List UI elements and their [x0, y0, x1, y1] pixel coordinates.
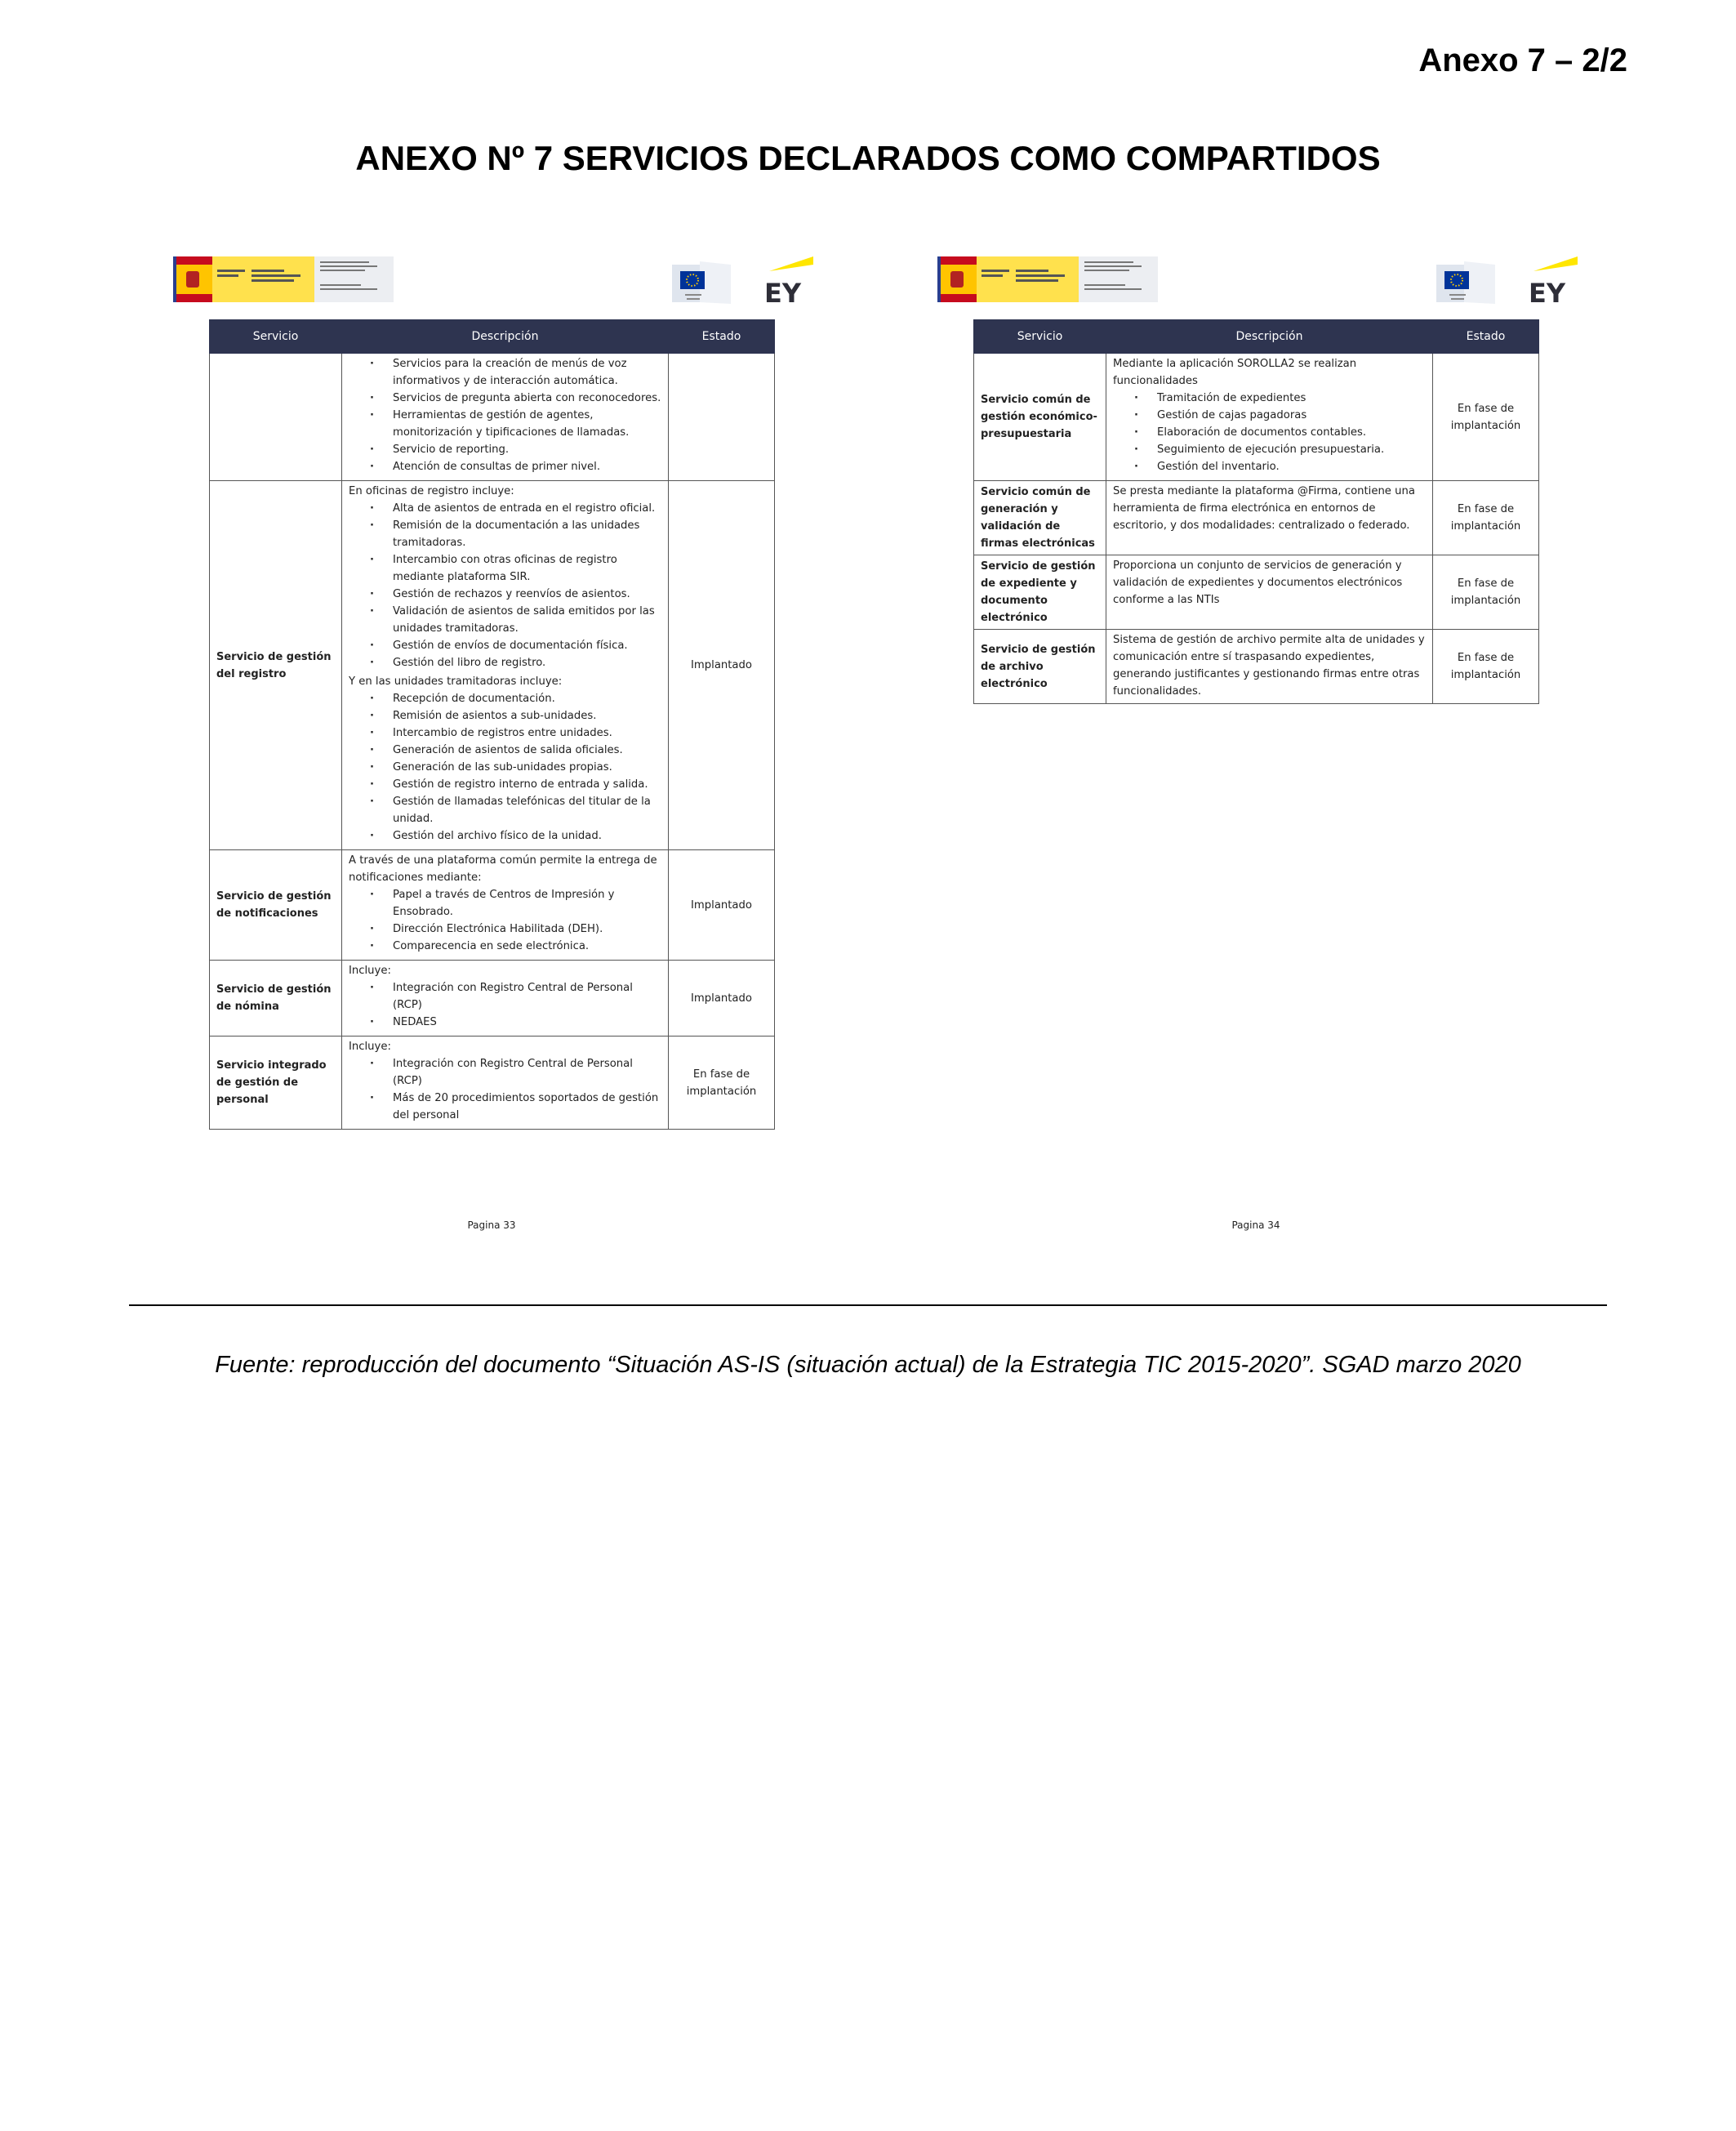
service-status: En fase de implantación [1433, 481, 1539, 555]
service-status: Implantado [669, 481, 775, 850]
description-item: · Generación de las sub-unidades propias. [349, 759, 661, 776]
services-table [973, 319, 1539, 704]
annex-label: Anexo 7 – 2/2 [1418, 42, 1627, 78]
table-row [210, 354, 775, 481]
description-item: · Herramientas de gestión de agentes, monitorización y tipificaciones de llamadas. [349, 407, 661, 441]
svg-text:EY: EY [1529, 278, 1566, 307]
description-intro: Y en las unidades tramitadoras incluye: [349, 675, 563, 688]
service-name: Servicio de gestión de notificaciones [210, 850, 342, 961]
table-row [210, 961, 775, 1037]
description-intro: Se presta mediante la plataforma @Firma, contiene una herramienta de firma electrónica en entornos de escritorio, y dos modalidades: centralizado o federado. [1113, 485, 1415, 532]
description-item: · Gestión del libro de registro. [349, 654, 661, 671]
description-item: · Integración con Registro Central de Personal (RCP) [349, 1055, 661, 1090]
description-item: · Gestión de envíos de documentación física. [349, 637, 661, 654]
description-intro: Incluye: [349, 965, 391, 977]
service-name [210, 354, 342, 481]
description-item: · Elaboración de documentos contables. [1113, 424, 1426, 441]
table-row [210, 1037, 775, 1130]
service-name: Servicio de gestión de nómina [210, 961, 342, 1037]
description-item: · Gestión del archivo físico de la unidad. [349, 827, 661, 845]
description-intro: En oficinas de registro incluye: [349, 485, 514, 497]
description-item: · Seguimiento de ejecución presupuestaria. [1113, 441, 1426, 458]
separator-rule [129, 1304, 1607, 1306]
document-page-right [937, 253, 1566, 1233]
description-item: · Más de 20 procedimientos soportados de gestión del personal [349, 1090, 661, 1124]
service-status: En fase de implantación [1433, 354, 1539, 481]
table-row [210, 850, 775, 961]
table-header-row [210, 320, 775, 354]
description-item: · Intercambio con otras oficinas de registro mediante plataforma SIR. [349, 551, 661, 586]
description-item: · Dirección Electrónica Habilitada (DEH). [349, 921, 661, 938]
description-item: · Gestión de llamadas telefónicas del titular de la unidad. [349, 793, 661, 827]
ey-logo-icon [1527, 253, 1579, 307]
table-row [974, 481, 1539, 555]
description-item: · Generación de asientos de salida oficiales. [349, 742, 661, 759]
service-description [342, 1037, 669, 1130]
service-status: En fase de implantación [669, 1037, 775, 1130]
column-header: Estado [669, 320, 775, 354]
service-description [342, 850, 669, 961]
description-intro: Proporciona un conjunto de servicios de generación y validación de expedientes y documentos electrónicos conforme a las NTIs [1113, 559, 1403, 606]
description-intro: Incluye: [349, 1041, 391, 1053]
description-list [1113, 390, 1426, 475]
page-number: Pagina 33 [467, 1219, 516, 1231]
description-intro: A través de una plataforma común permite la entrega de notificaciones mediante: [349, 854, 657, 884]
service-name: Servicio común de generación y validación de firmas electrónicas [974, 481, 1106, 555]
description-item: · Intercambio de registros entre unidades. [349, 724, 661, 742]
column-header: Estado [1433, 320, 1539, 354]
source-caption: Fuente: reproducción del documento “Situación AS-IS (situación actual) de la Estrategia TIC 2015-2020”. SGAD marzo 2020 [215, 1352, 1521, 1378]
gobierno-logo-icon [937, 256, 1158, 302]
description-item: · Remisión de asientos a sub-unidades. [349, 707, 661, 724]
service-description [1106, 481, 1433, 555]
description-item: · Recepción de documentación. [349, 690, 661, 707]
ey-logo-icon [763, 253, 815, 307]
description-intro: Mediante la aplicación SOROLLA2 se realizan funcionalidades [1113, 358, 1357, 387]
service-name: Servicio de gestión de archivo electrónico [974, 630, 1106, 704]
eu-logo-icon [1431, 260, 1500, 307]
svg-text:EY: EY [764, 278, 802, 307]
description-item: · Servicios para la creación de menús de voz informativos y de interacción automática. [349, 355, 661, 390]
description-item: · Atención de consultas de primer nivel. [349, 458, 661, 475]
service-name: Servicio integrado de gestión de personal [210, 1037, 342, 1130]
description-item: · Servicio de reporting. [349, 441, 661, 458]
description-item: · Gestión del inventario. [1113, 458, 1426, 475]
service-description [1106, 555, 1433, 630]
service-status: En fase de implantación [1433, 555, 1539, 630]
gobierno-logo-icon [173, 256, 394, 302]
service-name: Servicio de gestión de expediente y documento electrónico [974, 555, 1106, 630]
description-item: · Alta de asientos de entrada en el registro oficial. [349, 500, 661, 517]
page-number: Pagina 34 [1231, 1219, 1280, 1231]
service-status: Implantado [669, 961, 775, 1037]
table-row [974, 354, 1539, 481]
service-description [342, 354, 669, 481]
service-status [669, 354, 775, 481]
column-header: Descripción [342, 320, 669, 354]
service-description [342, 481, 669, 850]
description-list [349, 1055, 661, 1124]
description-item: · Papel a través de Centros de Impresión y Ensobrado. [349, 886, 661, 921]
description-item: · NEDAES [349, 1014, 661, 1031]
description-item: · Integración con Registro Central de Personal (RCP) [349, 979, 661, 1014]
description-item: · Validación de asientos de salida emitidos por las unidades tramitadoras. [349, 603, 661, 637]
column-header: Servicio [974, 320, 1106, 354]
service-name: Servicio común de gestión económico-presupuestaria [974, 354, 1106, 481]
description-list [349, 690, 661, 845]
page-title: ANEXO Nº 7 SERVICIOS DECLARADOS COMO COMPARTIDOS [355, 139, 1381, 177]
description-item: · Comparecencia en sede electrónica. [349, 938, 661, 955]
service-name: Servicio de gestión del registro [210, 481, 342, 850]
description-item: · Tramitación de expedientes [1113, 390, 1426, 407]
description-item: · Gestión de registro interno de entrada y salida. [349, 776, 661, 793]
description-item: · Servicios de pregunta abierta con reconocedores. [349, 390, 661, 407]
service-status: En fase de implantación [1433, 630, 1539, 704]
description-list [349, 886, 661, 955]
column-header: Servicio [210, 320, 342, 354]
service-description [1106, 630, 1433, 704]
description-item: · Gestión de cajas pagadoras [1113, 407, 1426, 424]
description-intro: Sistema de gestión de archivo permite alta de unidades y comunicación entre sí traspasando expedientes, generando justificantes y gestionando firmas entre otras funcionalidades. [1113, 634, 1425, 698]
service-status: Implantado [669, 850, 775, 961]
table-row [210, 481, 775, 850]
description-list [349, 500, 661, 671]
description-item: · Remisión de la documentación a las unidades tramitadoras. [349, 517, 661, 551]
table-header-row [974, 320, 1539, 354]
description-item: · Gestión de rechazos y reenvíos de asientos. [349, 586, 661, 603]
table-row [974, 630, 1539, 704]
service-description [1106, 354, 1433, 481]
description-list [349, 355, 661, 475]
document-page-left [173, 253, 802, 1233]
description-list [349, 979, 661, 1031]
service-description [342, 961, 669, 1037]
eu-logo-icon [667, 260, 736, 307]
table-row [974, 555, 1539, 630]
services-table [209, 319, 775, 1130]
column-header: Descripción [1106, 320, 1433, 354]
